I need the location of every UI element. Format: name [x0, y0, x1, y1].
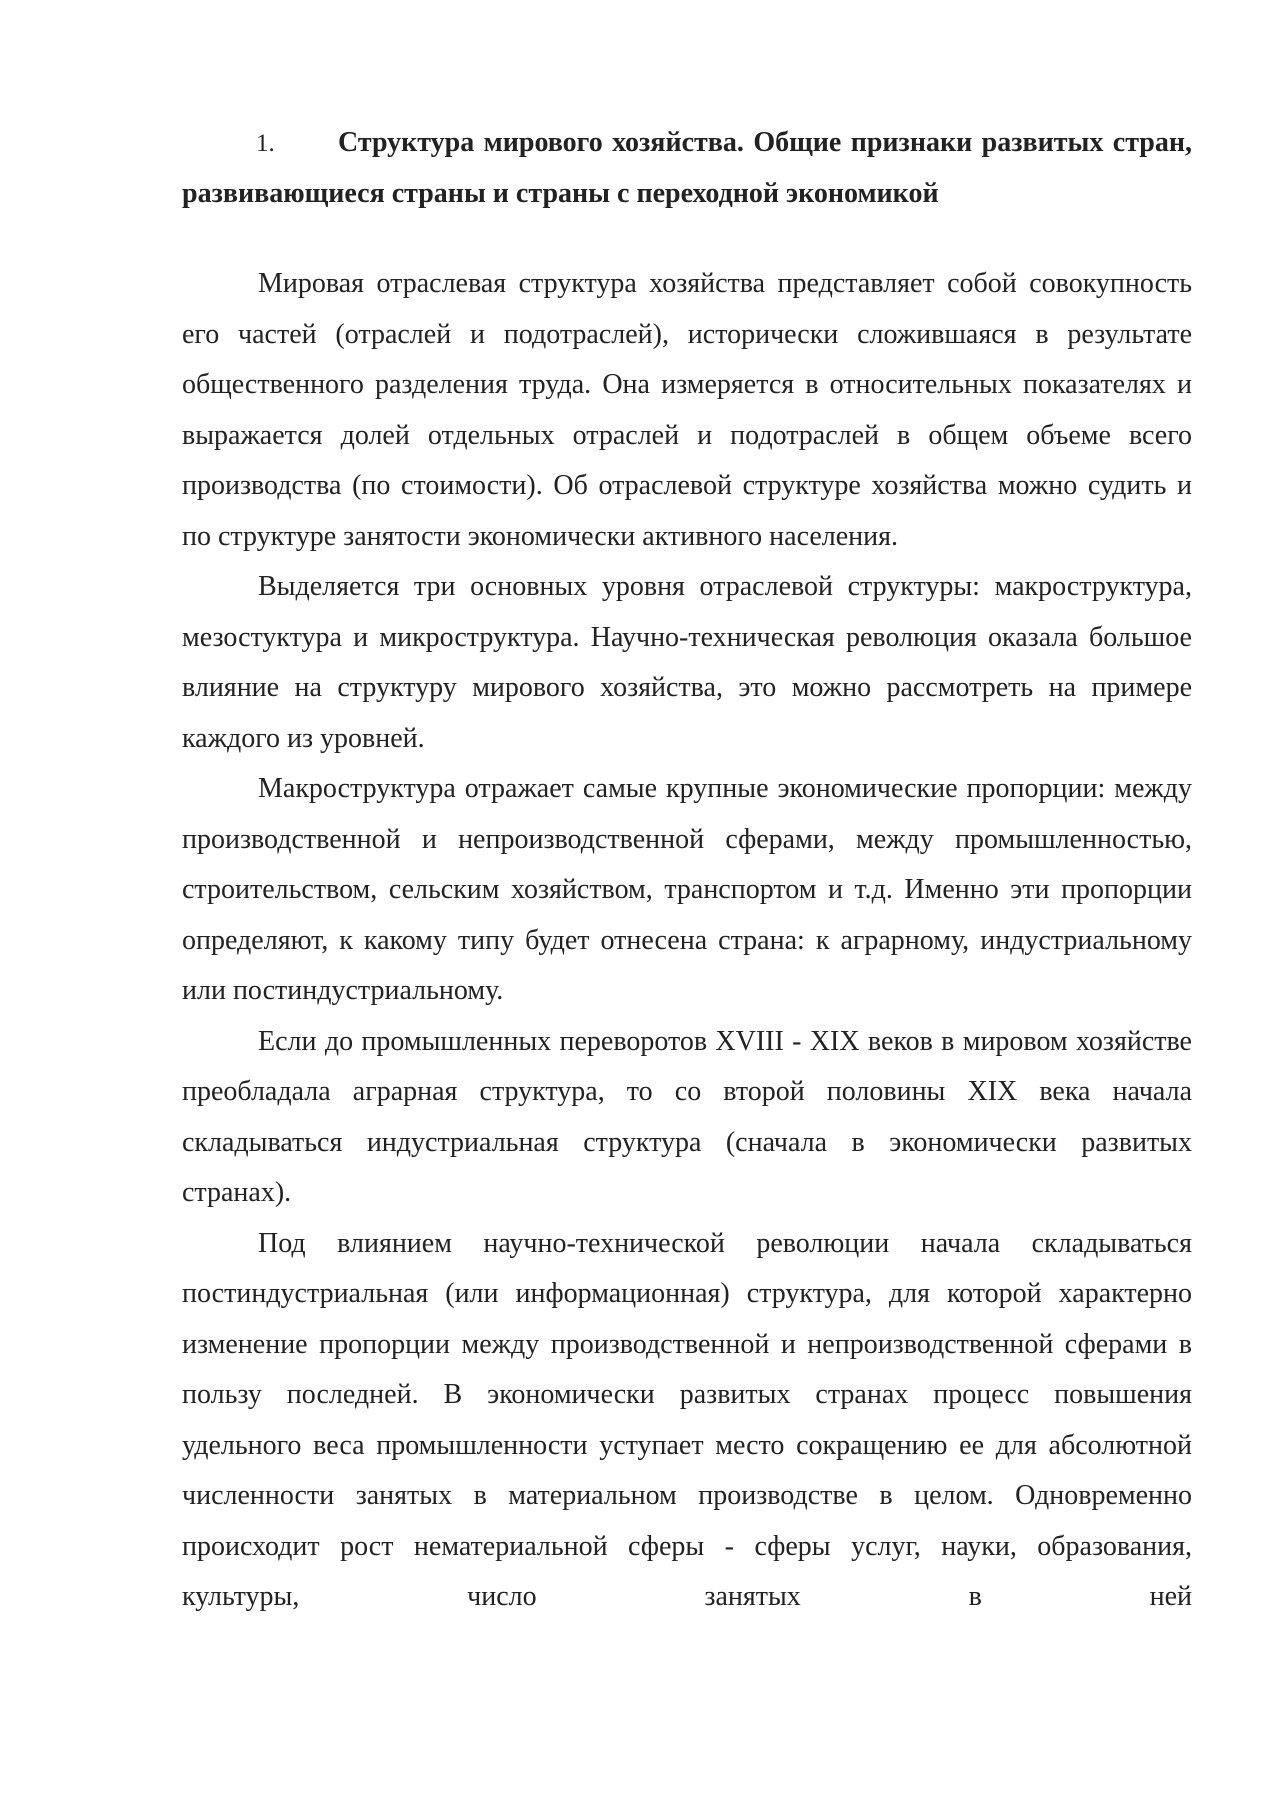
- section-heading: [182, 118, 1192, 219]
- heading-text: Структура мирового хозяйства. Общие признаки развитых стран, развивающиеся страны и страны с переходной экономикой: [182, 127, 1192, 209]
- heading-number: 1.: [256, 130, 275, 157]
- document-page: [182, 118, 1192, 1623]
- paragraph-4: Если до промышленных переворотов XVIII - XIX веков в мировом хозяйстве преобладала аграрная структура, то со второй половины XIX века начала складываться индустриальная структура (сначала в экономически развитых странах).: [182, 1025, 1192, 1208]
- paragraph-1: Мировая отраслевая структура хозяйства представляет собой совокупность его частей (отраслей и подотраслей), исторически сложившаяся в результате общественного разделения труда. Она измеряется в относительных показателях и выражается долей отдельных отраслей и подотраслей в общем объеме всего производства (по стоимости). Об отраслевой структуре хозяйства можно судить и по структуре занятости экономически активного населения.: [182, 268, 1192, 552]
- paragraph-5: Под влиянием научно-технической революции начала складываться постиндустриальная (или информационная) структура, для которой характерно изменение пропорции между производственной и непроизводственной сферами в пользу последней. В экономически развитых странах процесс повышения удельного веса промышленности уступает место сокращению ее для абсолютной численности занятых в материальном производстве в целом. Одновременно происходит рост нематериальной сферы - сферы услуг, науки, образования, культуры, число занятых в ней: [182, 1227, 1192, 1612]
- paragraph-3: Макроструктура отражает самые крупные экономические пропорции: между производственной и непроизводственной сферами, между промышленностью, строительством, сельским хозяйством, транспортом и т.д. Именно эти пропорции определяют, к какому типу будет отнесена страна: к аграрному, индустриальному или постиндустриальному.: [182, 773, 1192, 1006]
- paragraph-2: Выделяется три основных уровня отраслевой структуры: макроструктура, мезостуктура и микроструктура. Научно-техническая революция оказала большое влияние на структуру мирового хозяйства, это можно рассмотреть на примере каждого из уровней.: [182, 571, 1192, 754]
